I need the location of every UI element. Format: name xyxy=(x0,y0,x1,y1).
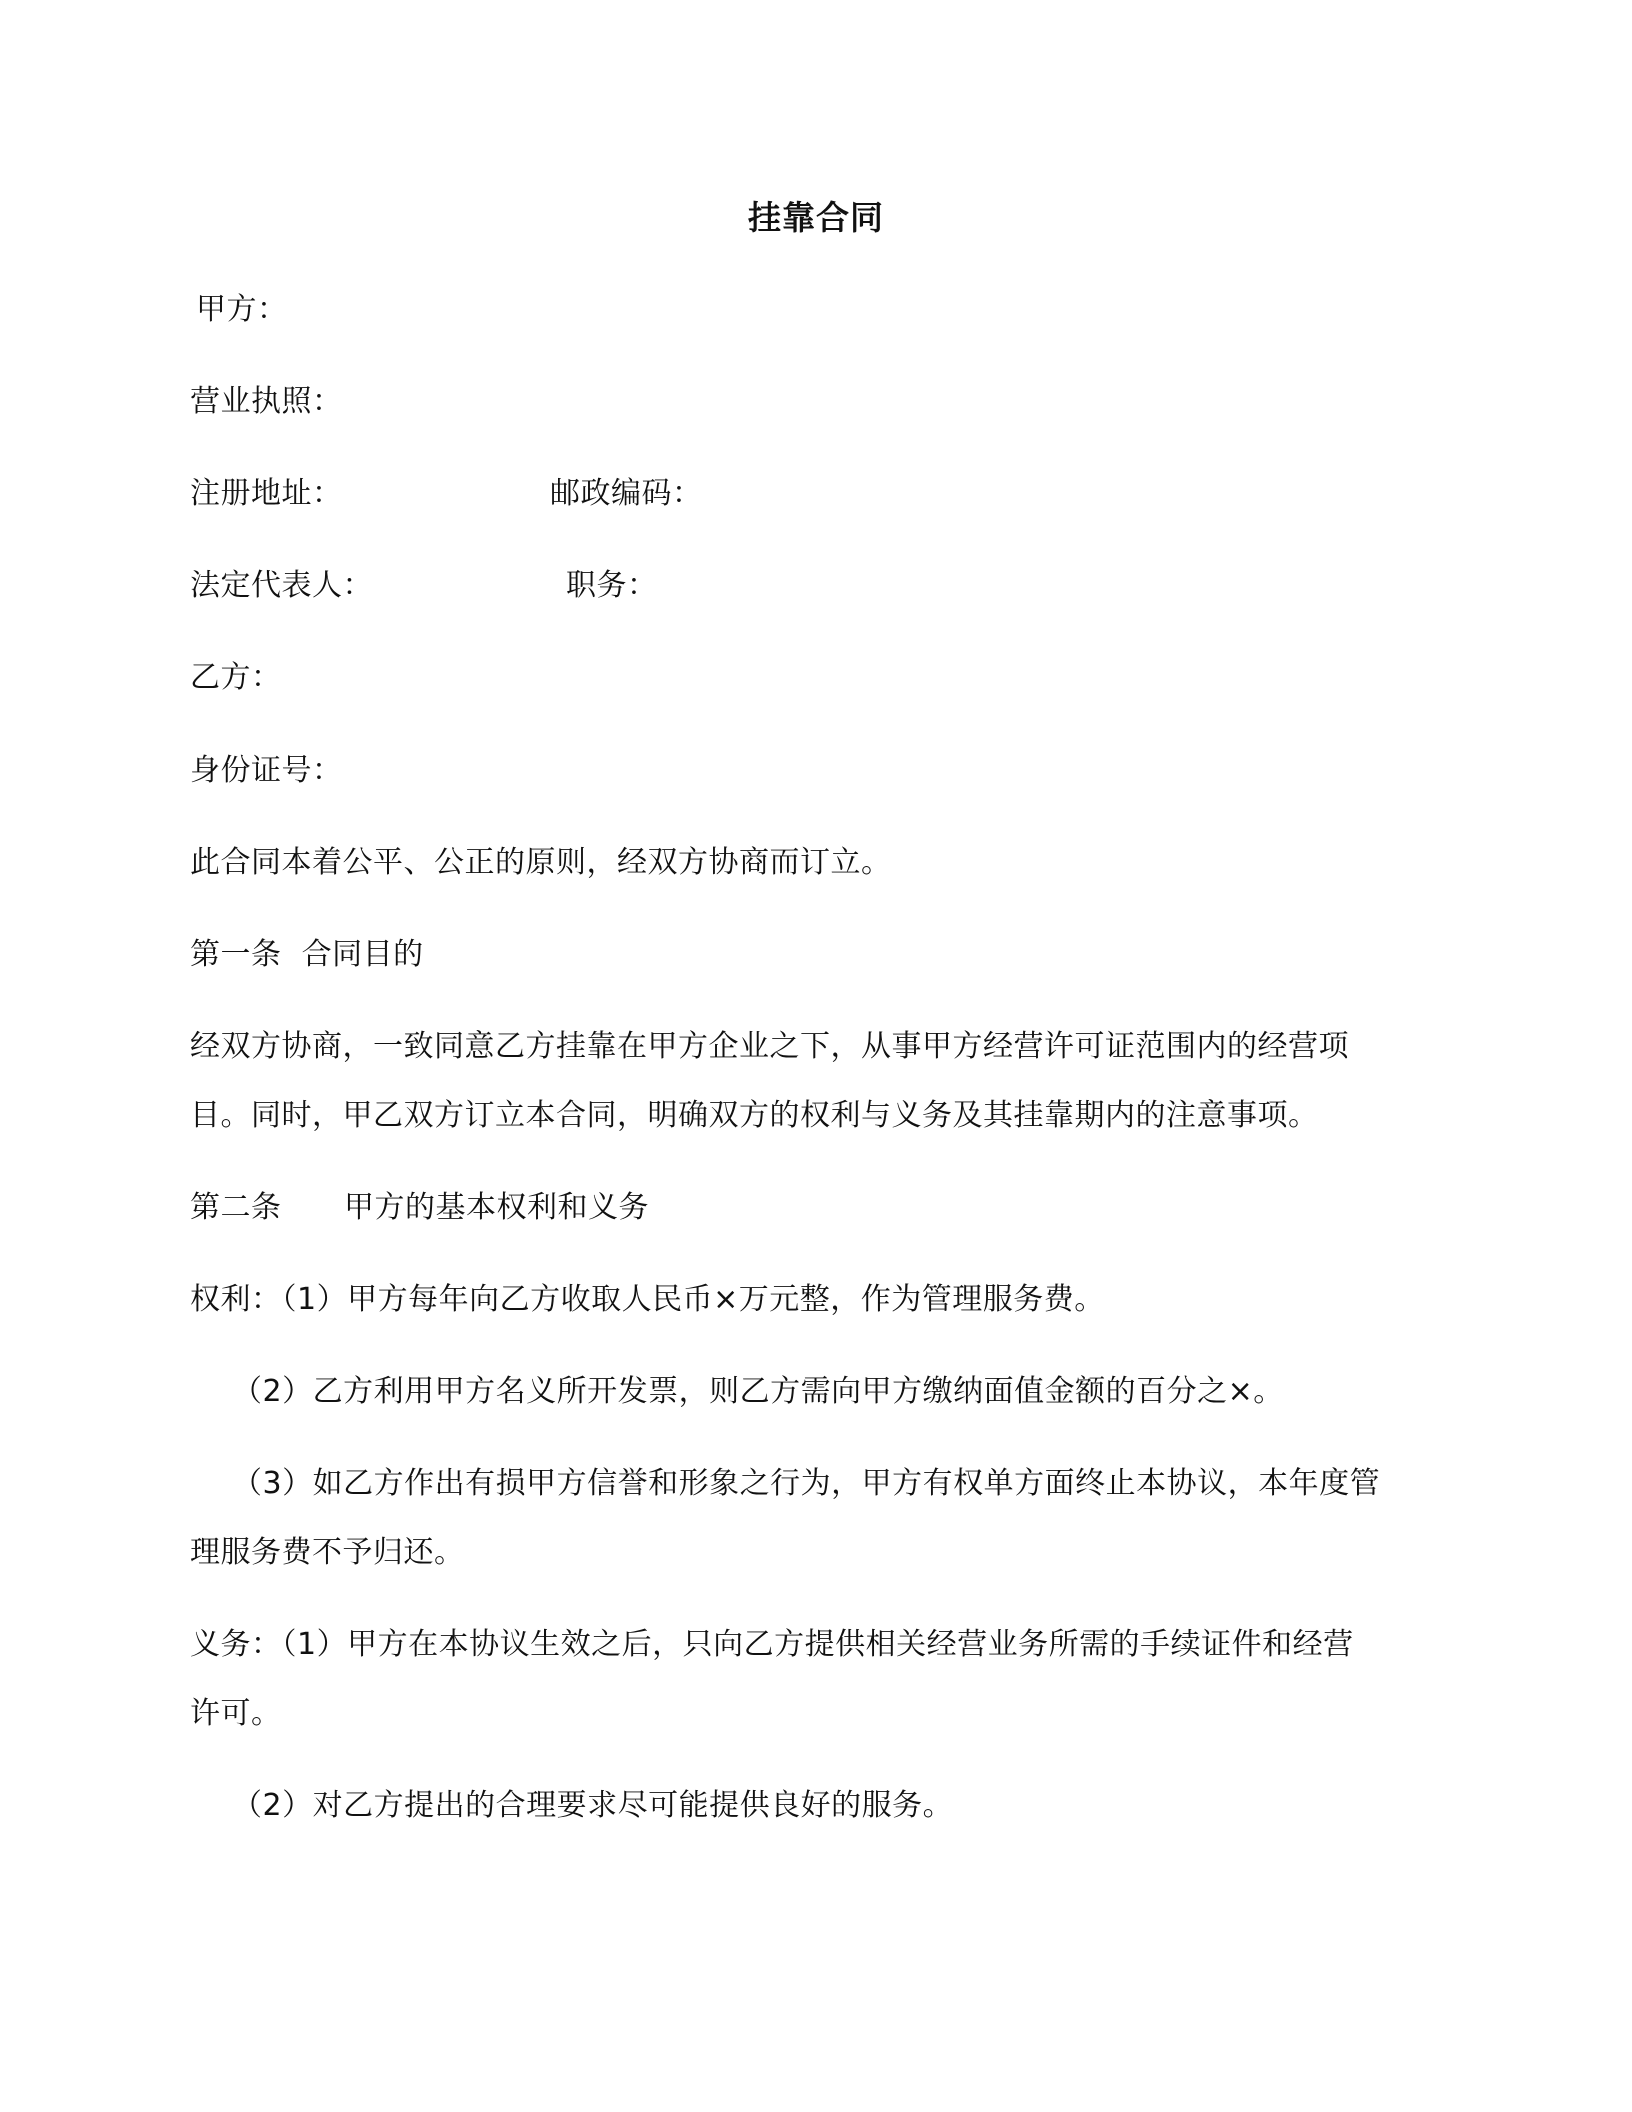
id-number-label: 身份证号： xyxy=(190,753,343,788)
party-b-label: 乙方： xyxy=(190,660,282,695)
article1-heading: 第一条 合同目的 xyxy=(190,937,424,972)
duties-item-1-line1: 义务：（1）甲方在本协议生效之后，只向乙方提供相关经营业务所需的手续证件和经营 xyxy=(190,1627,1354,1662)
rights-item-3-line1: （3）如乙方作出有损甲方信誉和形象之行为，甲方有权单方面终止本协议，本年度管 xyxy=(232,1466,1381,1501)
party-a-label: 甲方： xyxy=(196,292,288,327)
business-license-label: 营业执照： xyxy=(190,384,343,419)
position-label: 职务： xyxy=(566,568,658,603)
postal-code-label: 邮政编码： xyxy=(550,476,703,511)
rights-item-2: （2）乙方利用甲方名义所开发票，则乙方需向甲方缴纳面值金额的百分之×。 xyxy=(232,1374,1284,1409)
preamble-text: 此合同本着公平、公正的原则，经双方协商而订立。 xyxy=(190,845,892,880)
duties-item-1-line2: 许可。 xyxy=(190,1696,282,1731)
rights-item-1: 权利：（1）甲方每年向乙方收取人民币×万元整，作为管理服务费。 xyxy=(190,1282,1105,1317)
duties-item-2: （2）对乙方提出的合理要求尽可能提供良好的服务。 xyxy=(232,1788,954,1823)
legal-representative-label: 法定代表人： xyxy=(190,568,373,603)
article2-heading-number: 第二条 xyxy=(190,1190,282,1225)
article2-heading-title: 甲方的基本权利和义务 xyxy=(344,1190,649,1225)
article1-text-line1: 经双方协商，一致同意乙方挂靠在甲方企业之下，从事甲方经营许可证范围内的经营项 xyxy=(190,1029,1349,1064)
rights-item-3-line2: 理服务费不予归还。 xyxy=(190,1535,465,1570)
document-title: 挂靠合同 xyxy=(748,198,884,237)
article1-text-line2: 目。同时，甲乙双方订立本合同，明确双方的权利与义务及其挂靠期内的注意事项。 xyxy=(190,1098,1319,1133)
registered-address-label: 注册地址： xyxy=(190,476,343,511)
